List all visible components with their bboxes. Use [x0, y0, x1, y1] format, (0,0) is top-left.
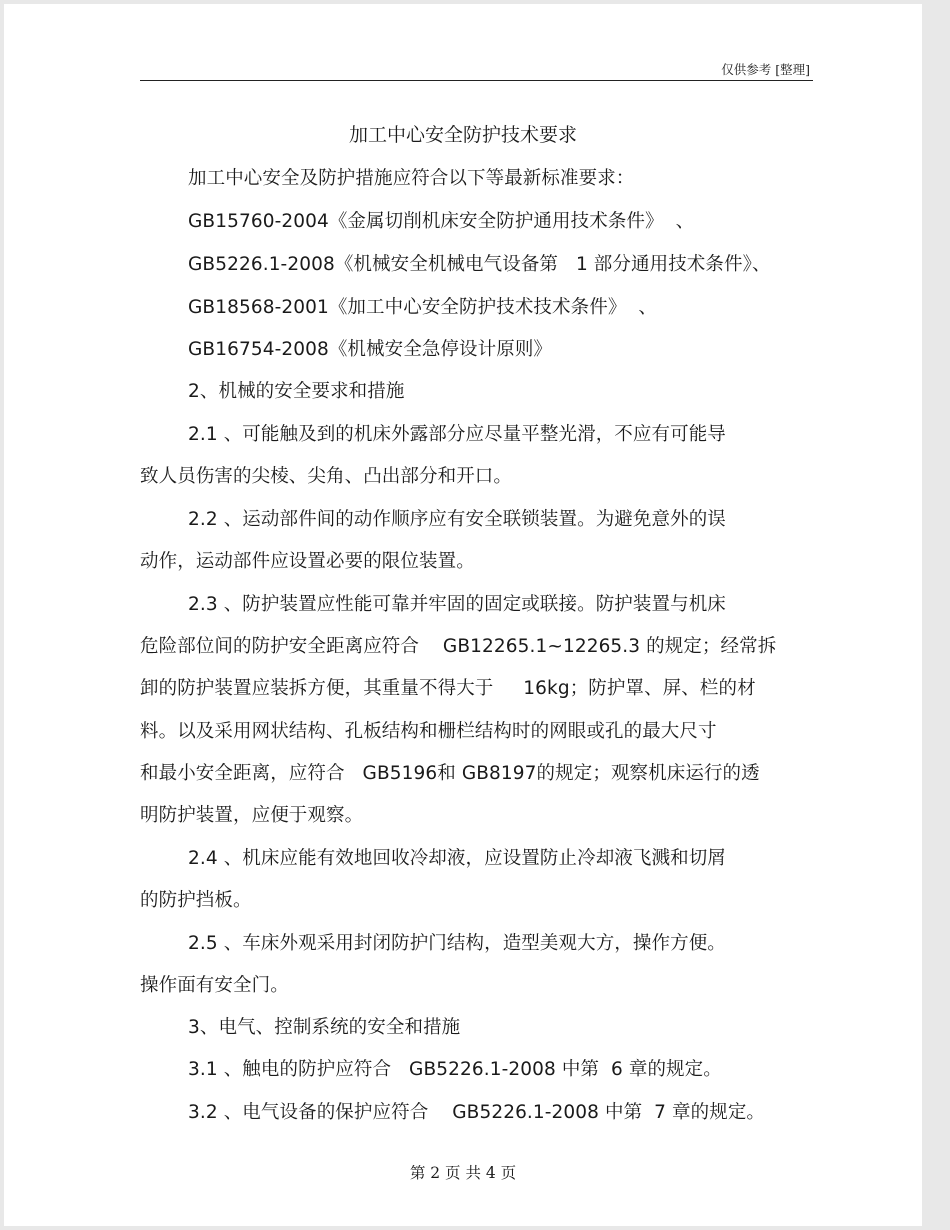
body-line: 操作面有安全门。 [140, 975, 289, 996]
page-footer: 第 2 页 共 4 页 [409, 1164, 517, 1182]
section-heading: 2、机械的安全要求和措施 [188, 381, 405, 402]
body-line: 加工中心安全及防护措施应符合以下等最新标准要求： [188, 168, 635, 189]
header-divider [140, 80, 813, 81]
body-line: 致人员伤害的尖棱、尖角、凸出部分和开口。 [140, 466, 513, 487]
body-line: 3.2 、电气设备的保护应符合 GB5226.1-2008 中第 7 章的规定。 [188, 1102, 766, 1123]
body-line: 料。以及采用网状结构、孔板结构和栅栏结构时的网眼或孔的最大尺寸 [140, 721, 717, 742]
body-line: GB18568-2001《加工中心安全防护技术技术条件》 、 [188, 297, 657, 318]
section-heading: 3、电气、控制系统的安全和措施 [188, 1017, 461, 1038]
document-page [4, 4, 922, 1226]
body-line: 2.3 、防护装置应性能可靠并牢固的固定或联接。防护装置与机床 [188, 594, 726, 615]
body-line: 明防护装置，应便于观察。 [140, 805, 364, 826]
body-line: 危险部位间的防护安全距离应符合 GB12265.1~12265.3 的规定；经常拆 [140, 636, 777, 657]
body-line: 卸的防护装置应装拆方便，其重量不得大于 16kg；防护罩、屏、栏的材 [140, 678, 756, 699]
body-line: 2.4 、机床应能有效地回收冷却液，应设置防止冷却液飞溅和切屑 [188, 848, 726, 869]
body-line: GB5226.1-2008《机械安全机械电气设备第 1 部分通用技术条件》、 [188, 254, 771, 275]
body-line: GB15760-2004《金属切削机床安全防护通用技术条件》 、 [188, 211, 695, 232]
body-line: 的防护挡板。 [140, 890, 252, 911]
header-note: 仅供参考 [整理] [721, 62, 810, 77]
body-line: 2.5 、车床外观采用封闭防护门结构，造型美观大方，操作方便。 [188, 933, 726, 954]
body-line: 3.1 、触电的防护应符合 GB5226.1-2008 中第 6 章的规定。 [188, 1059, 722, 1080]
body-line: 2.1 、可能触及到的机床外露部分应尽量平整光滑，不应有可能导 [188, 424, 726, 445]
body-line: 2.2 、运动部件间的动作顺序应有安全联锁装置。为避免意外的误 [188, 509, 726, 530]
body-line: 和最小安全距离，应符合 GB5196和 GB8197的规定；观察机床运行的透 [140, 763, 760, 784]
document-title: 加工中心安全防护技术要求 [348, 124, 577, 146]
body-line: GB16754-2008《机械安全急停设计原则》 [188, 339, 553, 360]
body-line: 动作，运动部件应设置必要的限位装置。 [140, 551, 475, 572]
